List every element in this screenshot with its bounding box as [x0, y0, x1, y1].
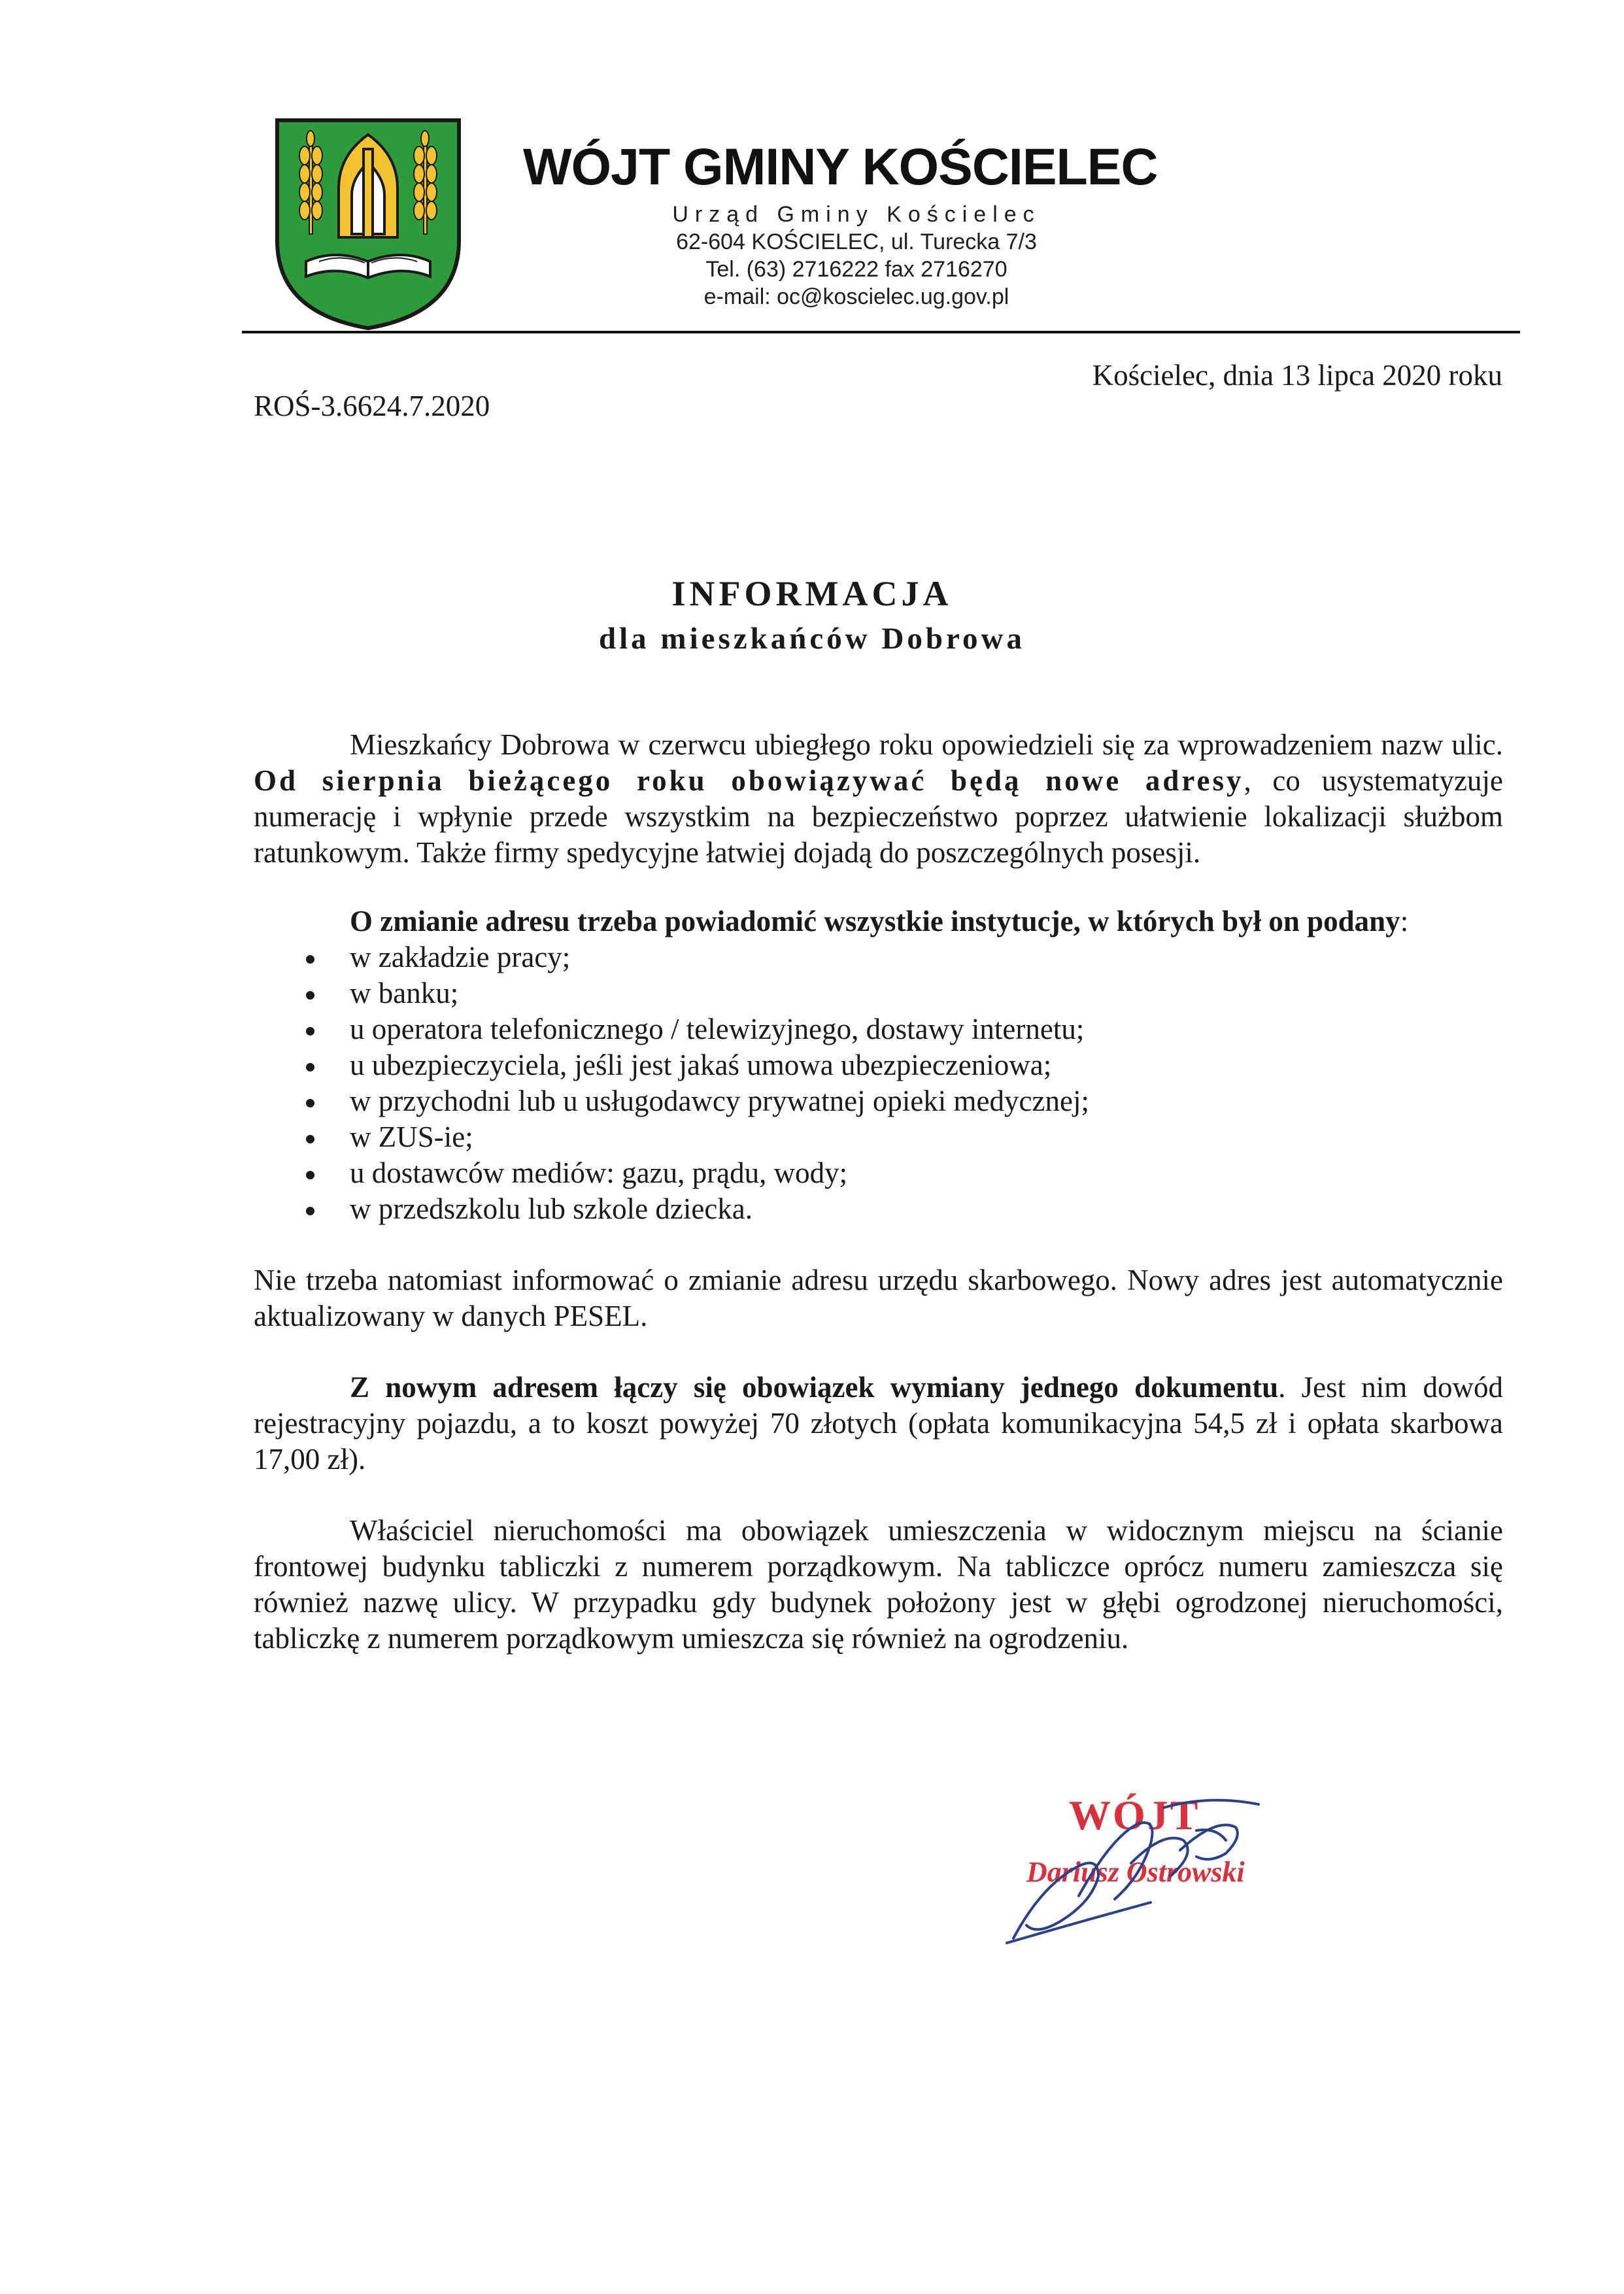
signature-block — [1000, 1791, 1288, 1948]
emphasis-document-exchange: Z nowym adresem łączy się obowiązek wymiany jednego dokumentu — [350, 1371, 1279, 1404]
list-item: w przedszkolu lub szkole dziecka. — [254, 1191, 1503, 1227]
wheat-left-icon — [299, 131, 322, 234]
header-divider — [242, 331, 1520, 333]
list-item: w ZUS-ie; — [254, 1119, 1503, 1155]
coat-of-arms-icon — [273, 116, 463, 332]
institution-list — [254, 939, 1503, 1227]
handwritten-signature-icon — [1000, 1791, 1288, 1948]
paragraph-tax-office: Nie trzeba natomiast informować o zmianie adresu urzędu skarbowego. Nowy adres jest automatycznie aktualizowany w danych PESEL. — [254, 1264, 1503, 1332]
paragraph-new-addresses: Mieszkańcy Dobrowa w czerwcu ubiegłego roku opowiedzieli się za wprowadzeniem nazw ulic. Od sierpnia bieżącego roku obowiązywać będą nowe adresy, co usystematyzuje numerację i wpłynie przede wszystkim na bezpieczeństwo poprzez ułatwienie lokalizacji służbom ratunkowym. Także firmy spedycyjne łatwiej dojadą do poszczególnych posesji. — [254, 728, 1503, 869]
list-intro: O zmianie adresu trzeba powiadomić wszystkie instytucje, w których był on podany: — [350, 905, 1409, 937]
list-item: u dostawców mediów: gazu, prądu, wody; — [254, 1155, 1503, 1191]
document-subtitle: dla mieszkańców Dobrowa — [598, 622, 1026, 656]
list-item: w zakładzie pracy; — [254, 939, 1503, 975]
office-email: e-mail: oc@koscielec.ug.gov.pl — [703, 284, 1009, 309]
list-item: w banku; — [254, 975, 1503, 1011]
office-name: Urząd Gminy Kościelec — [672, 202, 1041, 227]
signature-stamp-name: Dariusz Ostrowski — [1026, 1856, 1245, 1888]
list-item: u operatora telefonicznego / telewizyjnego, dostawy internetu; — [254, 1011, 1503, 1047]
paragraph-house-number-plate: Właściciel nieruchomości ma obowiązek umieszczenia w widocznym miejscu na ścianie frontowej budynku tabliczki z numerem porządkowym. Na tabliczce oprócz numeru zamieszcza się również nazwę ulicy. W przypadku gdy budynek położony jest w głębi ogrodzonej nieruchomości, tabliczkę z numerem porządkowym umieszcza się również na ogrodzeniu. — [254, 1514, 1503, 1655]
list-item: w przychodni lub u usługodawcy prywatnej opieki medycznej; — [254, 1083, 1503, 1119]
emphasis-new-addresses: Od sierpnia bieżącego roku obowiązywać będą nowe adresy — [254, 764, 1244, 797]
office-title: WÓJT GMINY KOŚCIELEC — [523, 137, 1158, 195]
document-reference: ROŚ-3.6624.7.2020 — [254, 390, 490, 422]
document-title: INFORMACJA — [671, 574, 953, 613]
office-phone-fax: Tel. (63) 2716222 fax 2716270 — [705, 257, 1007, 282]
document-date: Kościelec, dnia 13 lipca 2020 roku — [1092, 359, 1502, 392]
office-contact-block — [588, 201, 1125, 311]
paragraph-document-exchange: Z nowym adresem łączy się obowiązek wymiany jednego dokumentu. Jest nim dowód rejestracyjny pojazdu, a to koszt powyżej 70 złotych (opłata komunikacyjna 54,5 zł i opłata skarbowa 17,00 zł). — [254, 1371, 1503, 1476]
signature-stamp-title: WÓJT — [1069, 1792, 1200, 1838]
wheat-right-icon — [414, 131, 437, 234]
office-address: 62-604 KOŚCIELEC, ul. Turecka 7/3 — [676, 229, 1037, 254]
list-item: u ubezpieczyciela, jeśli jest jakaś umowa ubezpieczeniowa; — [254, 1047, 1503, 1083]
document-body — [254, 727, 1503, 1657]
